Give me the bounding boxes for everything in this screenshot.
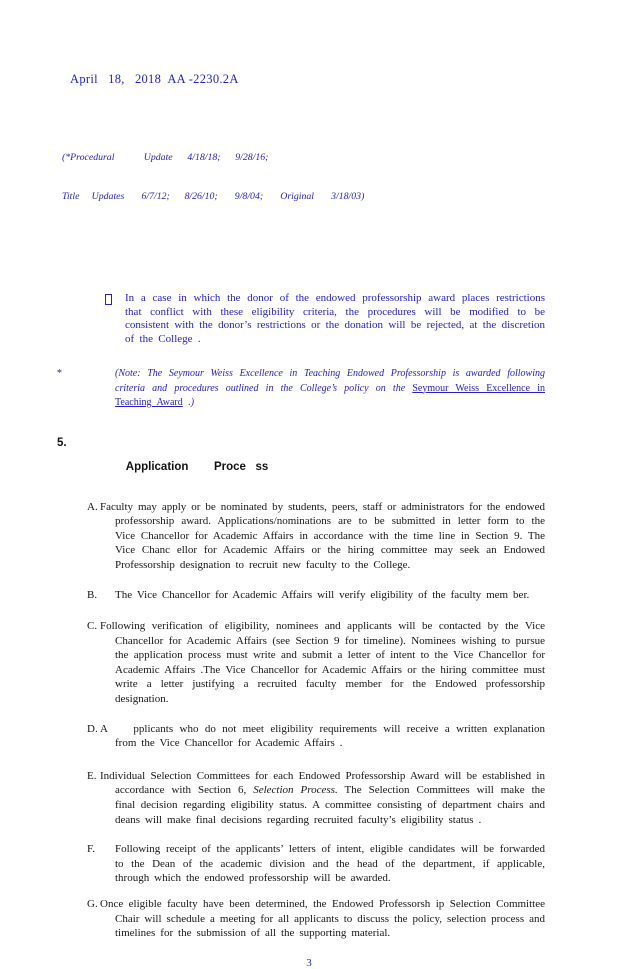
seymour-weiss-award-link[interactable]: Seymour Weiss Excellence in Teaching Award [115, 382, 545, 408]
application-item-e [87, 769, 546, 827]
seymour-weiss-footnote [57, 367, 545, 411]
section-title: Application Proce ss [125, 460, 269, 473]
section-number: 5. [57, 436, 67, 449]
application-item-a [87, 500, 545, 573]
empty-box-bullet-icon [105, 294, 112, 305]
item-text-d: A pplicants who do not meet eligibility requirements will receive a written explanation from the Vice Chancellor for Academic Affairs . [100, 722, 545, 750]
item-letter-d: D. [87, 722, 98, 735]
donor-restriction-bullet [105, 292, 548, 346]
footnote-text: (Note: The Seymour Weiss Excellence in Teaching Endowed Professorship is awarded following criteria and procedures outlined in the College’s policy on the Seymour Weiss Excellence in Teaching Award .) [115, 368, 545, 408]
item-text-a: Faculty may apply or be nominated by students, peers, staff or administrators for the endowed professorship award. Applications/nominations are to be submitted in letter form to the Vice Chancellor for Academic Affairs in accordance with the time line in Section 9. The Vice Chanc ellor for Academic Affairs or the hiring committee may seek an Endowed Professorship designation to recruit new faculty to the College. [100, 500, 545, 571]
item-letter-f: F. [87, 843, 95, 856]
application-item-d [87, 722, 545, 751]
item-letter-c: C. [87, 620, 98, 633]
item-text-e: Individual Selection Committees for each Endowed Professorship Award will be established in accordance with Section 6, Selection Process. The Selection Committees will make the final decision regarding eligibility status. A committee consisting of department chairs and deans will make final decisions regarding recruited faculty’s eligibility status . [100, 769, 546, 826]
application-item-g [87, 897, 545, 941]
donor-restriction-text: In a case in which the donor of the endowed professorship award places restrictions that conflict with these eligibility criteria, the procedures will be modified to be consistent with the donor’s restrictions or the donation will be rejected, at the discretion of the College . [125, 292, 545, 345]
revision-line-2: Title Updates 6/7/12; 8/26/10; 9/8/04; Original 3/18/03) [62, 191, 365, 202]
application-item-f [87, 842, 545, 886]
item-letter-a: A. [87, 500, 98, 513]
revision-line-1: (*Procedural Update 4/18/18; 9/28/16; [62, 152, 269, 163]
item-text-f: Following receipt of the applicants’ letters of intent, eligible candidates will be forwarded to the Dean of the academic division and the head of the department, if applicable, through which the endowed professorship will be awarded. [115, 843, 545, 885]
application-item-c [87, 619, 545, 707]
page-number: 3 [306, 956, 312, 969]
item-text-b: The Vice Chancellor for Academic Affairs will verify eligibility of the faculty mem ber. [115, 589, 530, 602]
item-letter-e: E. [87, 769, 97, 782]
document-header [62, 0, 618, 265]
item-text-c: Following verification of eligibility, nominees and applicants will be contacted by the Vice Chancellor for Academic Affairs (see Section 9 for timeline). Nominees wishing to pursue the application process must write and submit a letter of intent to the Vice Chancellor for Academic Affairs .The Vice Chancellor for Academic Affairs or the hiring committee must write a letter justifying a recruited faculty member for the Endowed professorship designation. [100, 620, 545, 706]
item-letter-b: B. [87, 589, 98, 602]
item-text-g: Once eligible faculty have been determined, the Endowed Professorsh ip Selection Committee Chair will schedule a meeting for all applicants to discuss the policy, selection process and timelines for the submission of all the supporting material. [100, 897, 545, 940]
footnote-asterisk: * [57, 368, 62, 379]
header-date-line: April 18, 2018 AA -2230.2A [70, 72, 239, 86]
application-item-b [87, 588, 545, 603]
item-letter-g: G. [87, 897, 98, 910]
section-5-heading [57, 436, 618, 485]
revision-history [62, 125, 618, 229]
